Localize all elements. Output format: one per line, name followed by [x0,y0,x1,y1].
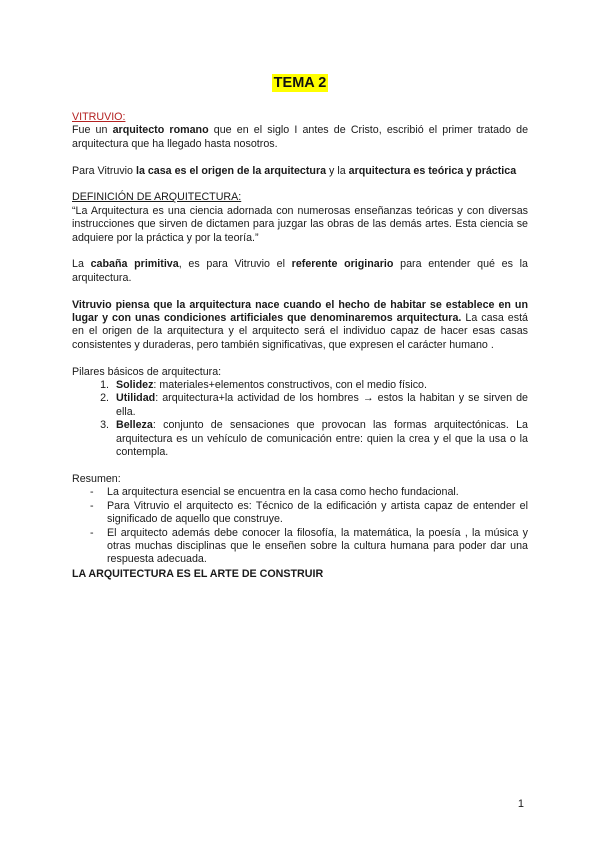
habitar-paragraph: Vitruvio piensa que la arquitectura nace cuando el hecho de habitar se establece en un lugar y con unas condiciones artificiales que denominaremos arquitectura. La casa está en el origen de la arquitectura y el arquitecto será el individuo capaz de hacer esas casas consistentes y duraderas, pero también significativas, que expresen el carácter humano . [72,298,528,351]
page-title: TEMA 2 [273,75,327,91]
resumen-heading: Resumen: [72,472,121,485]
definicion-quote: “La Arquitectura es una ciencia adornada con numerosas enseñanzas teóricas y con diversas instrucciones que sirven de dictamen para juzgar las obras de las demás artes. Esta ciencia se adquiere por la práctica y por la teoría.” [72,204,528,244]
page-number: 1 [517,798,524,810]
vitruvio-paragraph-2: Para Vitruvio la casa es el origen de la arquitectura y la arquitectura es teórica y práctica [72,164,517,177]
cabana-paragraph: La cabaña primitiva, es para Vitruvio el referente originario para entender qué es la arquitectura. [72,258,528,284]
pilar-item: 1. Solidez: materiales+elementos constructivos, con el medio físico. [112,379,528,392]
main-content [72,111,528,581]
resumen-item: - El arquitecto además debe conocer la filosofía, la matemática, la poesía , la música y otras muchas disciplinas que le enseñen sobre la cultura humana para poder dar una respuesta adecuada. [90,526,528,566]
final-statement: LA ARQUITECTURA ES EL ARTE DE CONSTRUIR [72,567,324,580]
vitruvio-paragraph-1: Fue un arquitecto romano que en el siglo I antes de Cristo, escribió el primer tratado de arquitectura que ha llegado hasta nosotros. [72,124,529,150]
vitruvio-heading: VITRUVIO: [72,111,126,123]
pilares-heading: Pilares básicos de arquitectura: [72,365,222,378]
pilar-item: 3. Belleza: conjunto de sensaciones que provocan las formas arquitectónicas. La arquitectura es un vehículo de comunicación entre: quien la crea y el que la usa o la contempla. [112,419,528,459]
definicion-heading: DEFINICIÓN DE ARQUITECTURA: [72,191,242,204]
resumen-item: - Para Vitruvio el arquitecto es: Técnico de la edificación y artista capaz de entender el significado de aquello que construye. [90,499,528,526]
pilares-list [72,379,528,459]
pilar-item: 2. Utilidad: arquitectura+la actividad de los hombres → estos la habitan y se sirven de ella. [112,392,528,419]
resumen-list [72,486,528,566]
title-wrap [0,74,600,92]
resumen-item: - La arquitectura esencial se encuentra en la casa como hecho fundacional. [90,486,459,499]
